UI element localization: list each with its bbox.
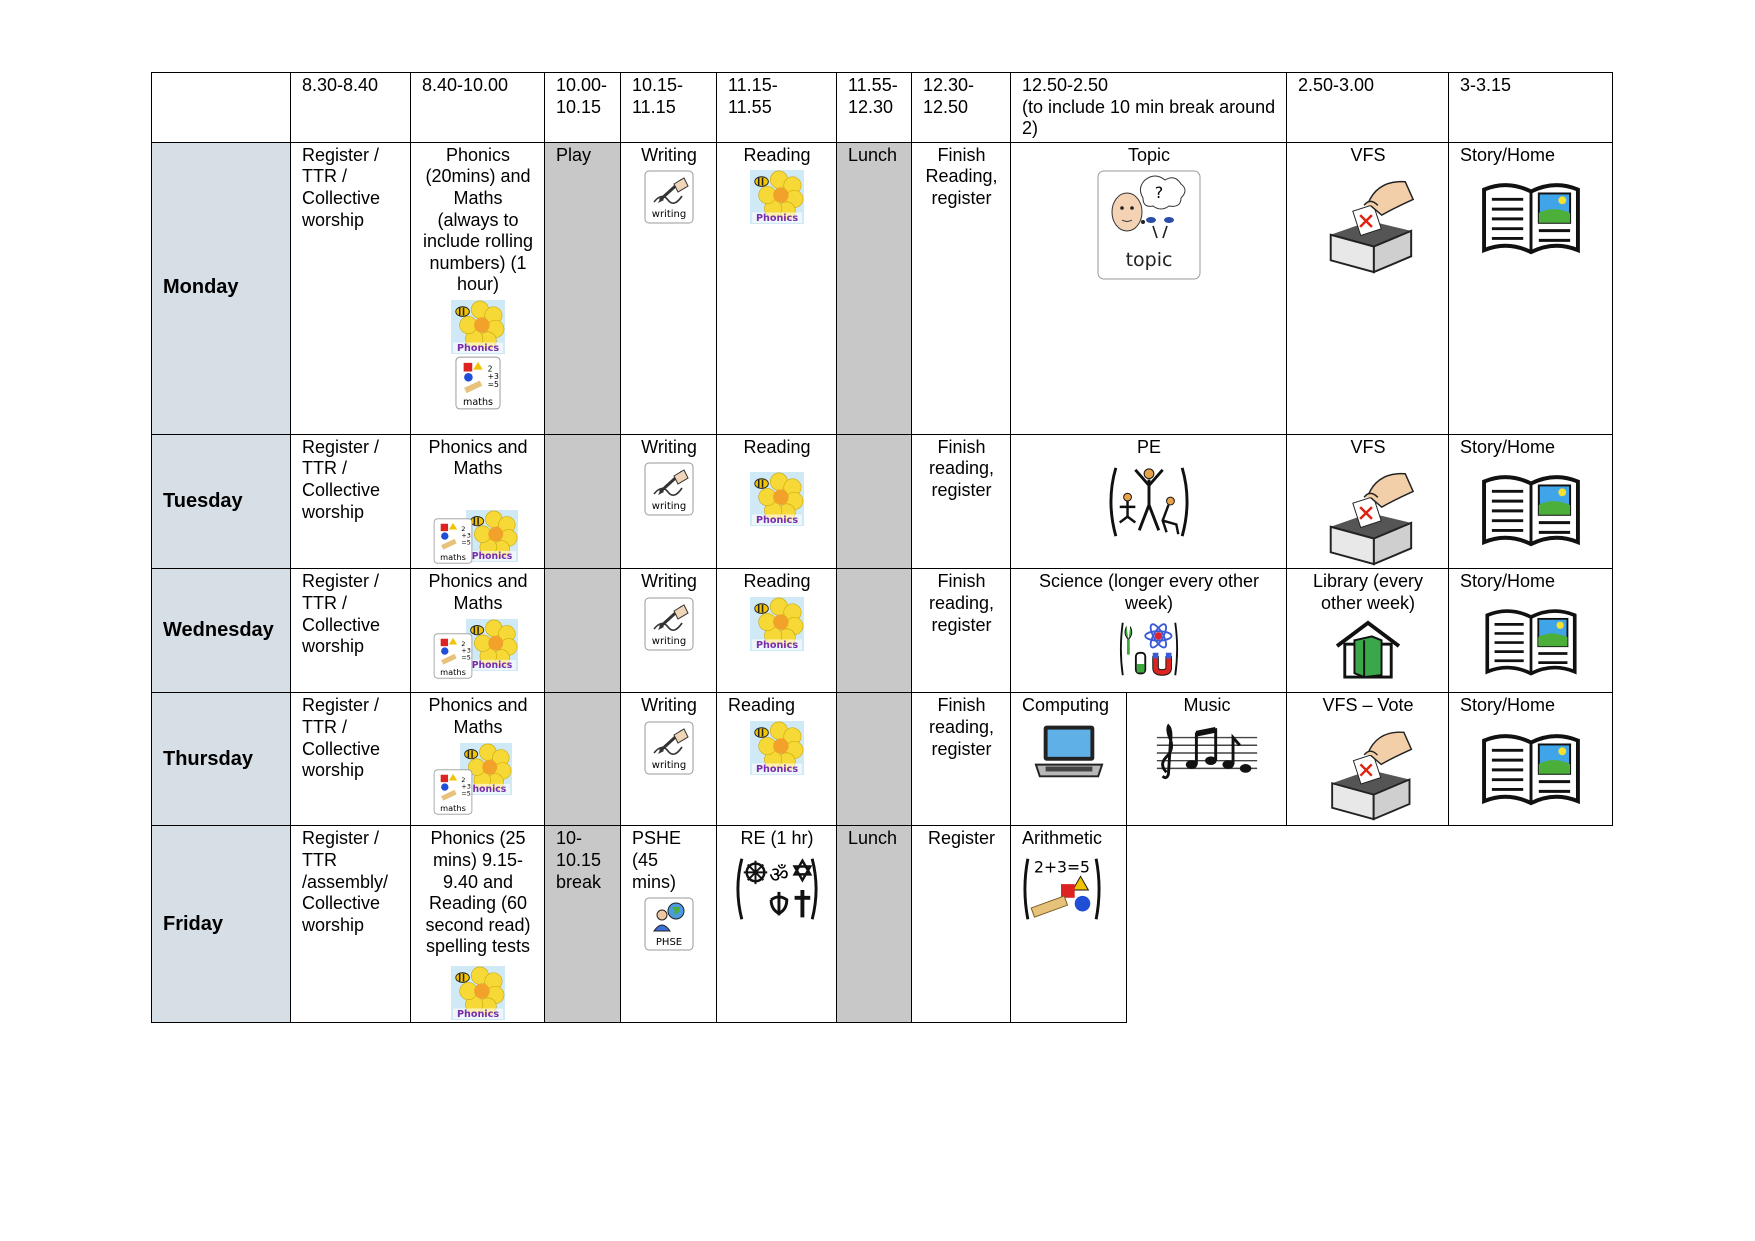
cell-reading: Reading [717,569,837,693]
cell-writing: Writing [621,434,717,569]
phonics-icon [450,300,506,354]
pshe-icon [644,897,694,951]
phonics-icon [465,510,519,562]
cell-lunch: Lunch [837,826,912,1023]
cell-arithmetic: Arithmetic [1011,826,1127,1023]
monday-row [152,142,1613,434]
cell-writing: Writing [621,142,717,434]
maths-icon [433,518,473,564]
time-header: 3-3.15 [1449,73,1613,143]
cell-lunch [837,569,912,693]
time-header: 12.30- 12.50 [912,73,1011,143]
cell-pe: PE [1011,434,1287,569]
cell-break: 10-10.15 break [545,826,621,1023]
cell-phonics-reading: Phonics (25 mins) 9.15-9.40 and Reading (60 second read) spelling tests [411,826,545,1023]
cell-science: Science (longer every other week) [1011,569,1287,693]
cell-finish: Finish reading, register [912,569,1011,693]
time-header: 8.40-10.00 [411,73,545,143]
header-row [152,73,1613,143]
cell-text: Phonics (20mins) and Maths (always to include rolling numbers) (1 hour) [422,144,534,295]
cell-pshe: PSHE (45 mins) [621,826,717,1023]
cell-reading: Reading [717,434,837,569]
cell-vfs: VFS – Vote [1287,693,1449,826]
time-header: 12.50-2.50 (to include 10 min break around 2) [1011,73,1287,143]
cell-phonics-maths: Phonics and Maths [411,693,545,826]
writing-icon [644,462,694,516]
phonics-icon [451,966,505,1020]
cell-topic: Topic [1011,142,1287,434]
writing-icon [644,721,694,775]
empty-area [1127,826,1613,1023]
cell-phonics-maths [411,142,545,434]
day-label-wednesday: Wednesday [152,569,291,693]
book-icon [1478,462,1584,550]
time-header: 10.15- 11.15 [621,73,717,143]
tuesday-row [152,434,1613,569]
cell-register: Register / TTR / Collective worship [291,434,411,569]
cell-register: Register [912,826,1011,1023]
wednesday-row [152,569,1613,693]
cell-reading: Reading [717,142,837,434]
cell-finish: Finish Reading, register [912,142,1011,434]
time-header: 11.15- 11.55 [717,73,837,143]
thursday-row [152,693,1613,826]
cell-writing: Writing [621,693,717,826]
maths-icon [433,633,473,679]
day-label-thursday: Thursday [152,693,291,826]
cell-vfs: VFS [1287,142,1449,434]
time-header: 8.30-8.40 [291,73,411,143]
cell-lunch [837,693,912,826]
cell-register: Register / TTR / Collective worship [291,569,411,693]
ballot-box-icon [1318,462,1418,566]
cell-play [545,569,621,693]
maths-icon [433,769,473,815]
ballot-box-icon [1318,170,1418,274]
cell-phonics-maths: Phonics and Maths [411,434,545,569]
phonics-icon [749,597,805,651]
music-notes-icon [1153,721,1261,783]
library-icon [1333,619,1403,679]
cell-story: Story/Home [1449,142,1613,434]
cell-phonics-maths: Phonics and Maths [411,569,545,693]
time-header: 10.00- 10.15 [545,73,621,143]
cell-story: Story/Home [1449,434,1613,569]
cell-register: Register / TTR / Collective worship [291,142,411,434]
cell-play [545,693,621,826]
cell-library: Library (every other week) [1287,569,1449,693]
corner-cell [152,73,291,143]
science-icon [1119,619,1179,679]
cell-writing: Writing [621,569,717,693]
cell-story: Story/Home [1449,569,1613,693]
cell-finish: Finish reading, register [912,434,1011,569]
cell-play [545,434,621,569]
book-icon [1478,597,1584,679]
cell-lunch: Lunch [837,142,912,434]
cell-vfs: VFS [1287,434,1449,569]
ballot-box-icon [1318,721,1418,821]
arithmetic-icon [1022,854,1102,924]
topic-icon [1097,170,1201,280]
book-icon [1478,170,1584,258]
book-icon [1478,721,1584,809]
cell-computing: Computing [1011,693,1127,826]
writing-icon [644,170,694,224]
day-label-monday: Monday [152,142,291,434]
cell-lunch [837,434,912,569]
cell-play: Play [545,142,621,434]
phonics-icon [465,619,519,671]
cell-register: Register / TTR / Collective worship [291,693,411,826]
cell-re: RE (1 hr) [717,826,837,1023]
cell-story: Story/Home [1449,693,1613,826]
cell-reading: Reading [717,693,837,826]
friday-row [152,826,1613,1023]
phonics-icon [749,721,805,775]
cell-register: Register / TTR /assembly/ Collective worship [291,826,411,1023]
phonics-icon [749,472,805,526]
day-label-tuesday: Tuesday [152,434,291,569]
phonics-icon [749,170,805,224]
timetable [151,72,1613,1023]
maths-icon [455,356,501,410]
time-header: 11.55- 12.30 [837,73,912,143]
religions-icon [734,854,820,924]
day-label-friday: Friday [152,826,291,1023]
writing-icon [644,597,694,651]
cell-music: Music [1127,693,1287,826]
laptop-icon [1032,721,1106,781]
cell-finish: Finish reading, register [912,693,1011,826]
pe-icon [1104,462,1194,542]
time-header: 2.50-3.00 [1287,73,1449,143]
